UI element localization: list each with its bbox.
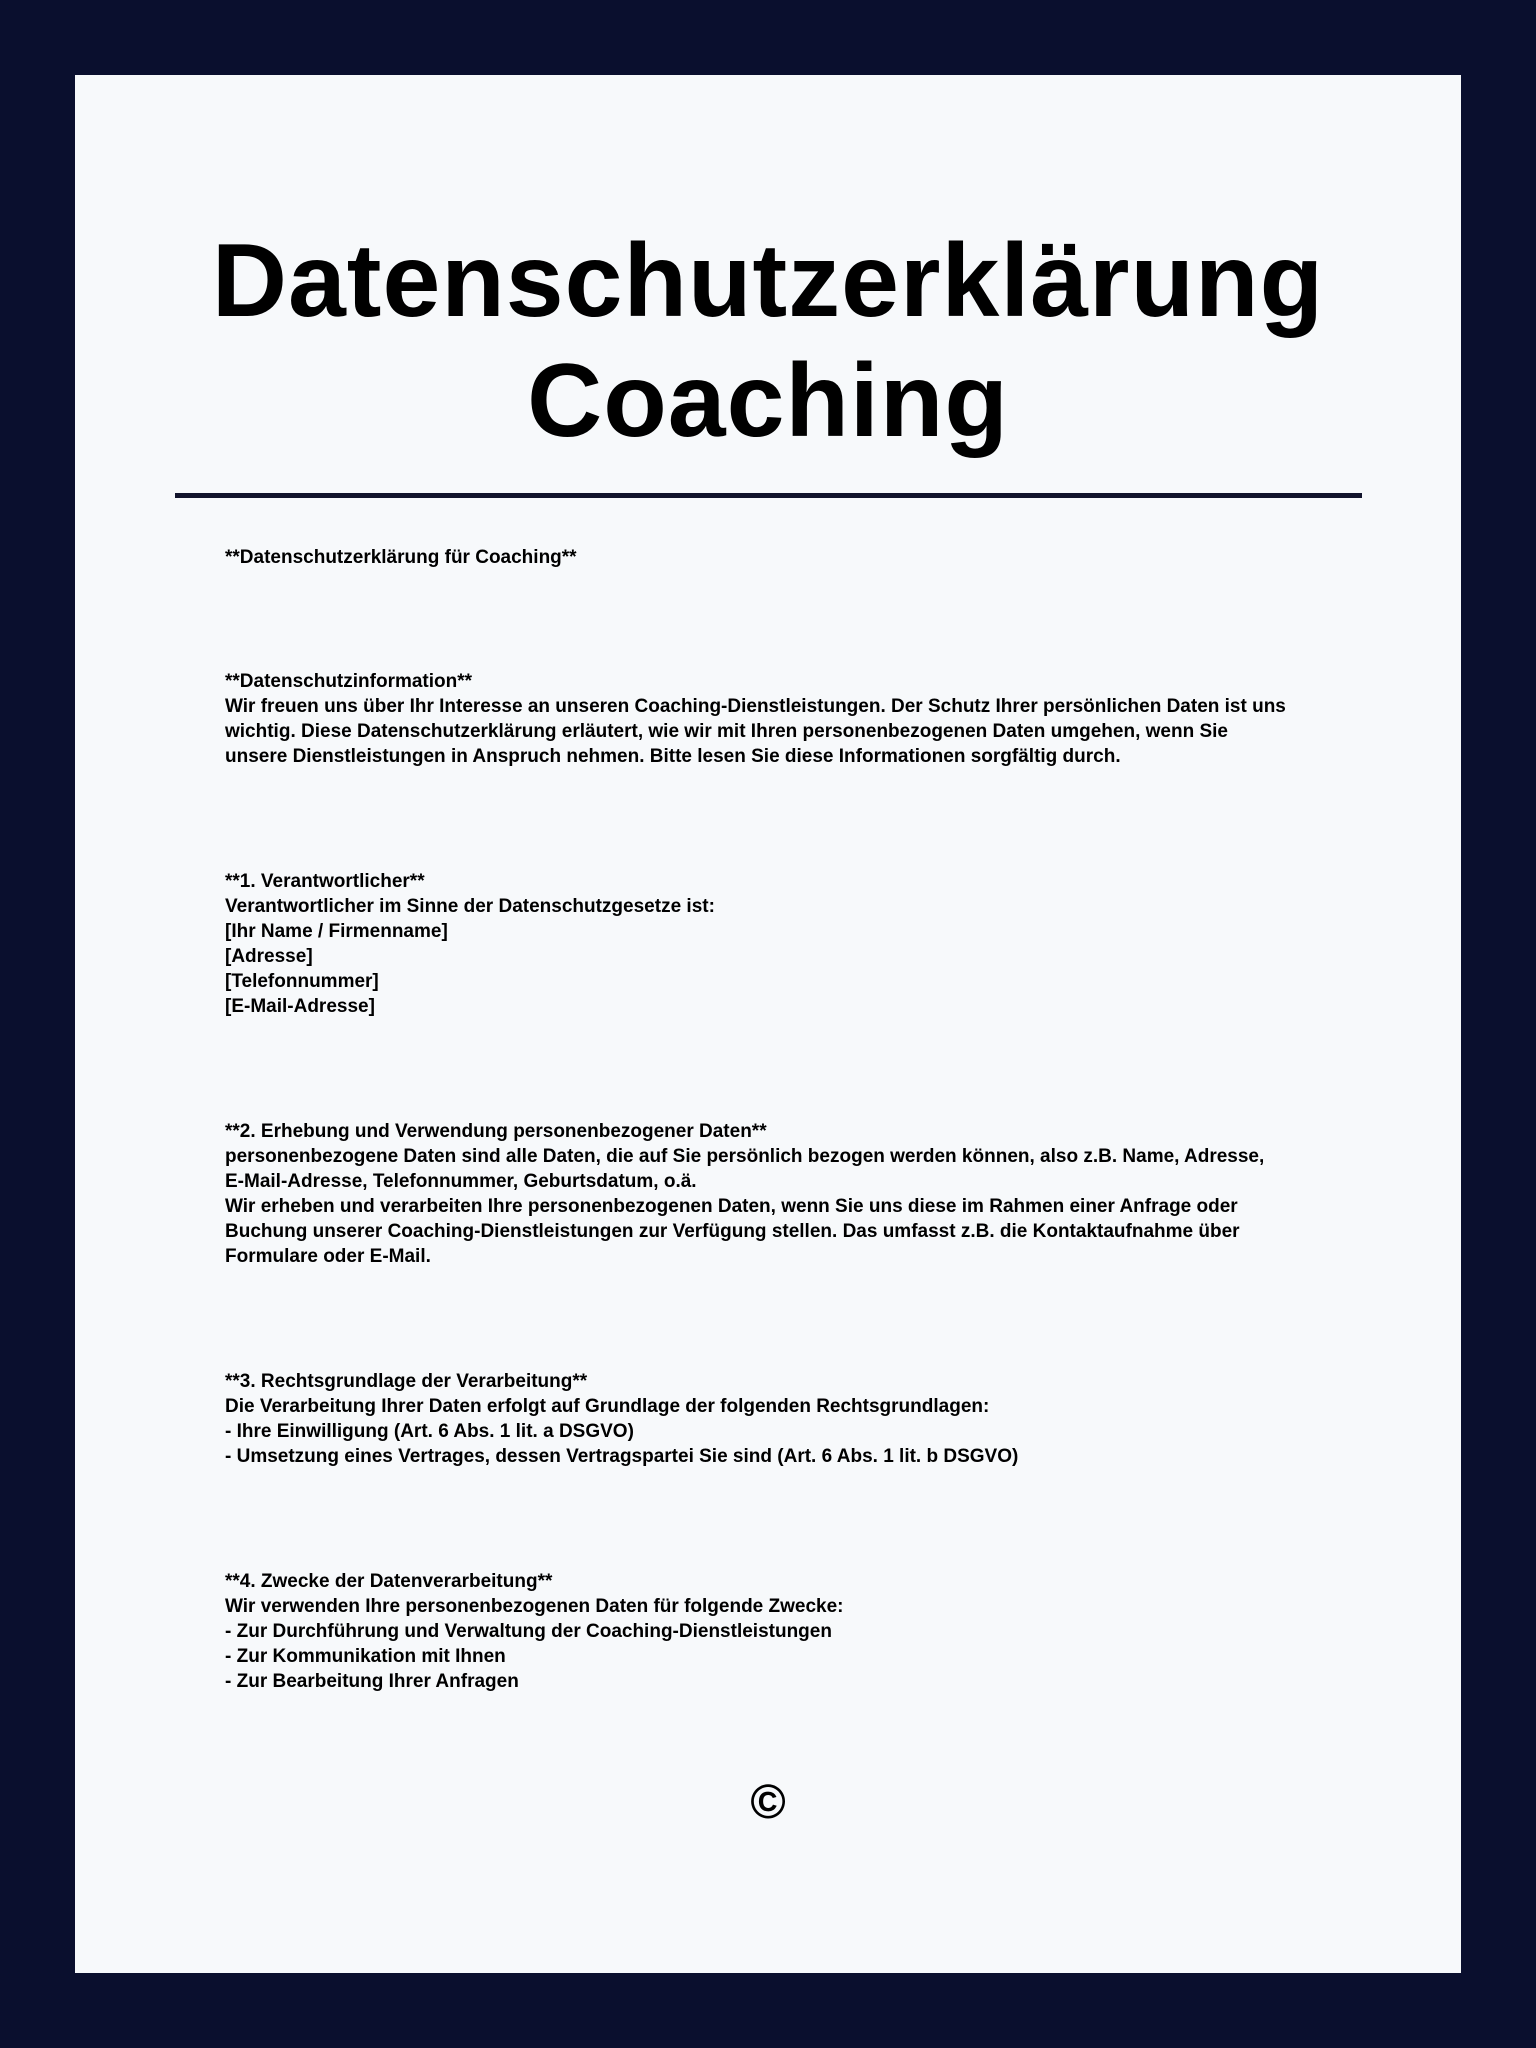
section-rechtsgrundlage xyxy=(225,1369,1425,1469)
document-title-line-2: Coaching xyxy=(527,343,1009,459)
section-line: Wir erheben und verarbeiten Ihre personenbezogenen Daten, wenn Sie uns diese im Rahmen einer Anfrage oder xyxy=(225,1196,1238,1217)
section-line: [Adresse] xyxy=(225,946,313,967)
section-heading: **3. Rechtsgrundlage der Verarbeitung** xyxy=(225,1371,588,1392)
section-line: [E-Mail-Adresse] xyxy=(225,996,375,1017)
section-line: Formulare oder E-Mail. xyxy=(225,1246,431,1267)
section-heading: **Datenschutzinformation** xyxy=(225,671,473,692)
section-line: [Telefonnummer] xyxy=(225,971,379,992)
section-heading: **2. Erhebung und Verwendung personenbezogener Daten** xyxy=(225,1121,767,1142)
section-erhebung xyxy=(225,1119,1425,1269)
section-line: unsere Dienstleistungen in Anspruch nehmen. Bitte lesen Sie diese Informationen sorgfältig durch. xyxy=(225,746,1121,767)
document-page xyxy=(75,75,1461,1973)
section-datenschutzinformation xyxy=(225,669,1425,769)
copyright-symbol: © xyxy=(750,1776,786,1829)
section-line: - Zur Kommunikation mit Ihnen xyxy=(225,1646,506,1667)
section-zwecke xyxy=(225,1569,1425,1694)
section-line: [Ihr Name / Firmenname] xyxy=(225,921,448,942)
document-title-line-1: Datenschutzerklärung xyxy=(211,223,1325,339)
section-line: Buchung unserer Coaching-Dienstleistungen zur Verfügung stellen. Das umfasst z.B. die Kontaktaufnahme über xyxy=(225,1221,1240,1242)
section-line: Wir freuen uns über Ihr Interesse an unseren Coaching-Dienstleistungen. Der Schutz Ihrer persönlichen Daten ist uns xyxy=(225,696,1286,717)
section-line: Die Verarbeitung Ihrer Daten erfolgt auf Grundlage der folgenden Rechtsgrundlagen: xyxy=(225,1396,990,1417)
section-line: Wir verwenden Ihre personenbezogenen Daten für folgende Zwecke: xyxy=(225,1596,844,1617)
section-line: - Zur Durchführung und Verwaltung der Coaching-Dienstleistungen xyxy=(225,1621,832,1642)
document-title xyxy=(75,221,1461,461)
section-line: - Ihre Einwilligung (Art. 6 Abs. 1 lit. a DSGVO) xyxy=(225,1421,634,1442)
title-divider xyxy=(175,493,1362,498)
section-verantwortlicher xyxy=(225,869,1425,1019)
section-line: Verantwortlicher im Sinne der Datenschutzgesetze ist: xyxy=(225,896,715,917)
section-line: E-Mail-Adresse, Telefonnummer, Geburtsdatum, o.ä. xyxy=(225,1171,697,1192)
section-heading: **4. Zwecke der Datenverarbeitung** xyxy=(225,1571,553,1592)
section-heading: **1. Verantwortlicher** xyxy=(225,871,425,892)
section-line: wichtig. Diese Datenschutzerklärung erläutert, wie wir mit Ihren personenbezogenen Daten umgehen, wenn Sie xyxy=(225,721,1228,742)
intro-heading: **Datenschutzerklärung für Coaching** xyxy=(225,547,577,568)
section-line: - Umsetzung eines Vertrages, dessen Vertragspartei Sie sind (Art. 6 Abs. 1 lit. b DSGVO) xyxy=(225,1446,1019,1467)
section-line: - Zur Bearbeitung Ihrer Anfragen xyxy=(225,1671,519,1692)
section-line: personenbezogene Daten sind alle Daten, die auf Sie persönlich bezogen werden können, also z.B. Name, Adresse, xyxy=(225,1146,1265,1167)
